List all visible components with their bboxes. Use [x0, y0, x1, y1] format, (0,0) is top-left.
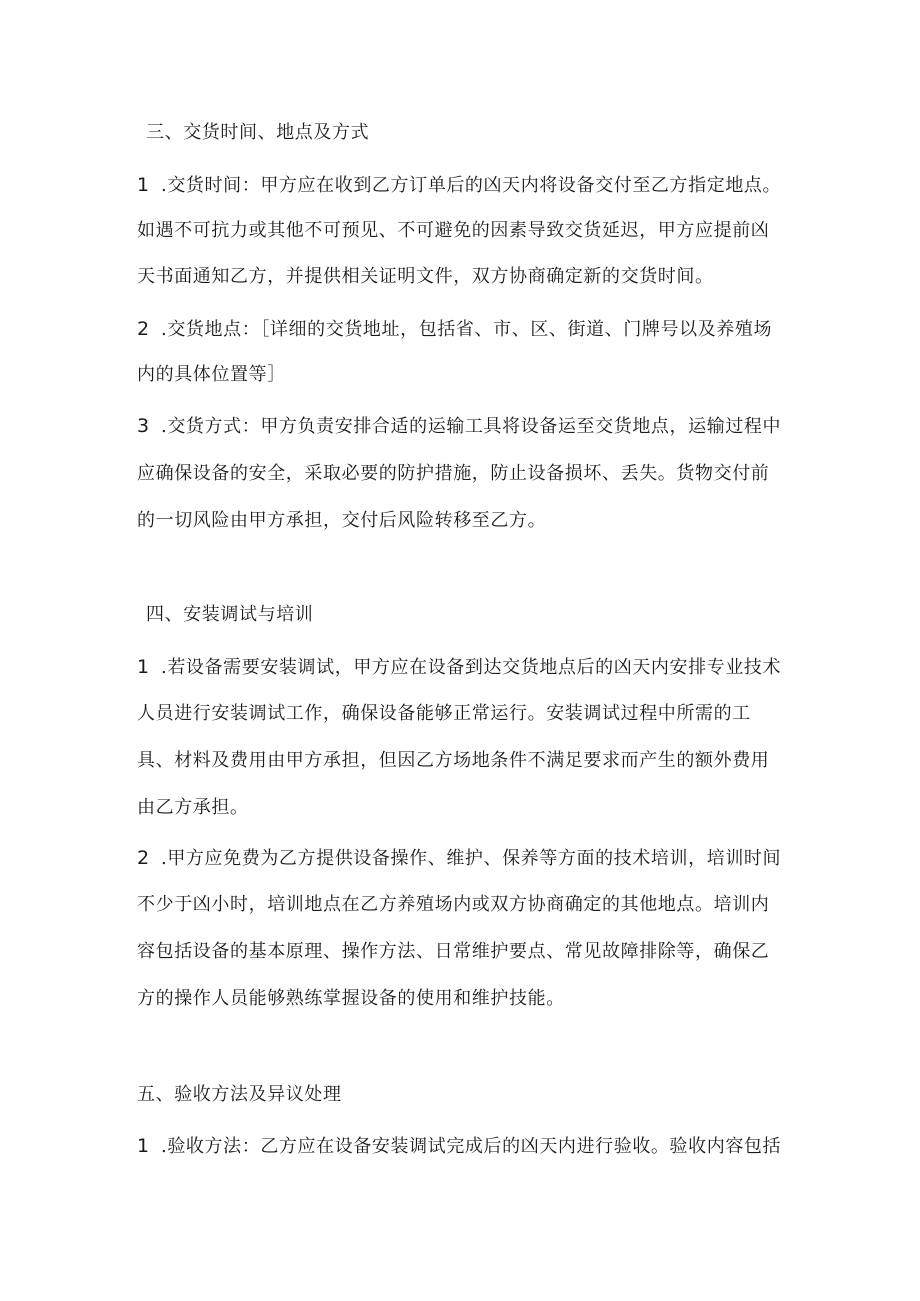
paragraph-text: .甲方应免费为乙方提供设备操作、维护、保养等方面的技术培训，培训时间 [161, 848, 782, 869]
paragraph-line: 应确保设备的安全，采取必要的防护措施，防止设备损坏、丢失。货物交付前 [137, 463, 770, 484]
paragraph-text: .交货地点：［详细的交货地址，包括省、市、区、街道、门牌号以及养殖场 [161, 319, 773, 340]
section-heading-4: 四、安装调试与培训 [146, 604, 314, 625]
paragraph-line: 不少于凶小时，培训地点在乙方养殖场内或双方协商确定的其他地点。培训内 [137, 894, 770, 915]
paragraph-line: 的一切风险由甲方承担，交付后风险转移至乙方。 [137, 510, 547, 531]
paragraph-line [137, 414, 797, 439]
paragraph-text: .验收方法：乙方应在设备安装调试完成后的凶天内进行验收。验收内容包括 [161, 1136, 782, 1157]
item-number: 1 [137, 174, 150, 196]
item-number: 2 [137, 318, 150, 340]
item-number: 1 [137, 1135, 150, 1157]
paragraph-text: .交货时间：甲方应在收到乙方订单后的凶天内将设备交付至乙方指定地点。 [161, 175, 782, 196]
paragraph-line: 方的操作人员能够熟练掌握设备的使用和维护技能。 [137, 988, 565, 1009]
paragraph-line [137, 846, 797, 871]
paragraph-line: 容包括设备的基本原理、操作方法、日常维护要点、常见故障排除等，确保乙 [137, 941, 770, 962]
item-number: 2 [137, 847, 150, 869]
paragraph-line: 人员进行安装调试工作，确保设备能够正常运行。安装调试过程中所需的工 [137, 703, 751, 724]
paragraph-line [137, 1134, 797, 1159]
section-heading-3: 三、交货时间、地点及方式 [146, 122, 370, 143]
paragraph-line: 由乙方承担。 [137, 797, 249, 818]
paragraph-line [137, 655, 797, 680]
paragraph-text: .交货方式：甲方负责安排合适的运输工具将设备运至交货地点，运输过程中 [161, 416, 782, 437]
paragraph-text: .若设备需要安装调试，甲方应在设备到达交货地点后的凶天内安排专业技术 [161, 657, 782, 678]
paragraph-line [137, 317, 797, 342]
paragraph-line: 内的具体位置等］ [137, 364, 286, 385]
item-number: 3 [137, 415, 150, 437]
paragraph-line: 如遇不可抗力或其他不可预见、不可避免的因素导致交货延迟，甲方应提前凶 [137, 220, 770, 241]
paragraph-line [137, 173, 797, 198]
paragraph-line: 具、材料及费用由甲方承担，但因乙方场地条件不满足要求而产生的额外费用 [137, 750, 770, 771]
section-heading-5: 五、验收方法及异议处理 [137, 1084, 342, 1105]
paragraph-line: 天书面通知乙方，并提供相关证明文件，双方协商确定新的交货时间。 [137, 266, 714, 287]
item-number: 1 [137, 656, 150, 678]
